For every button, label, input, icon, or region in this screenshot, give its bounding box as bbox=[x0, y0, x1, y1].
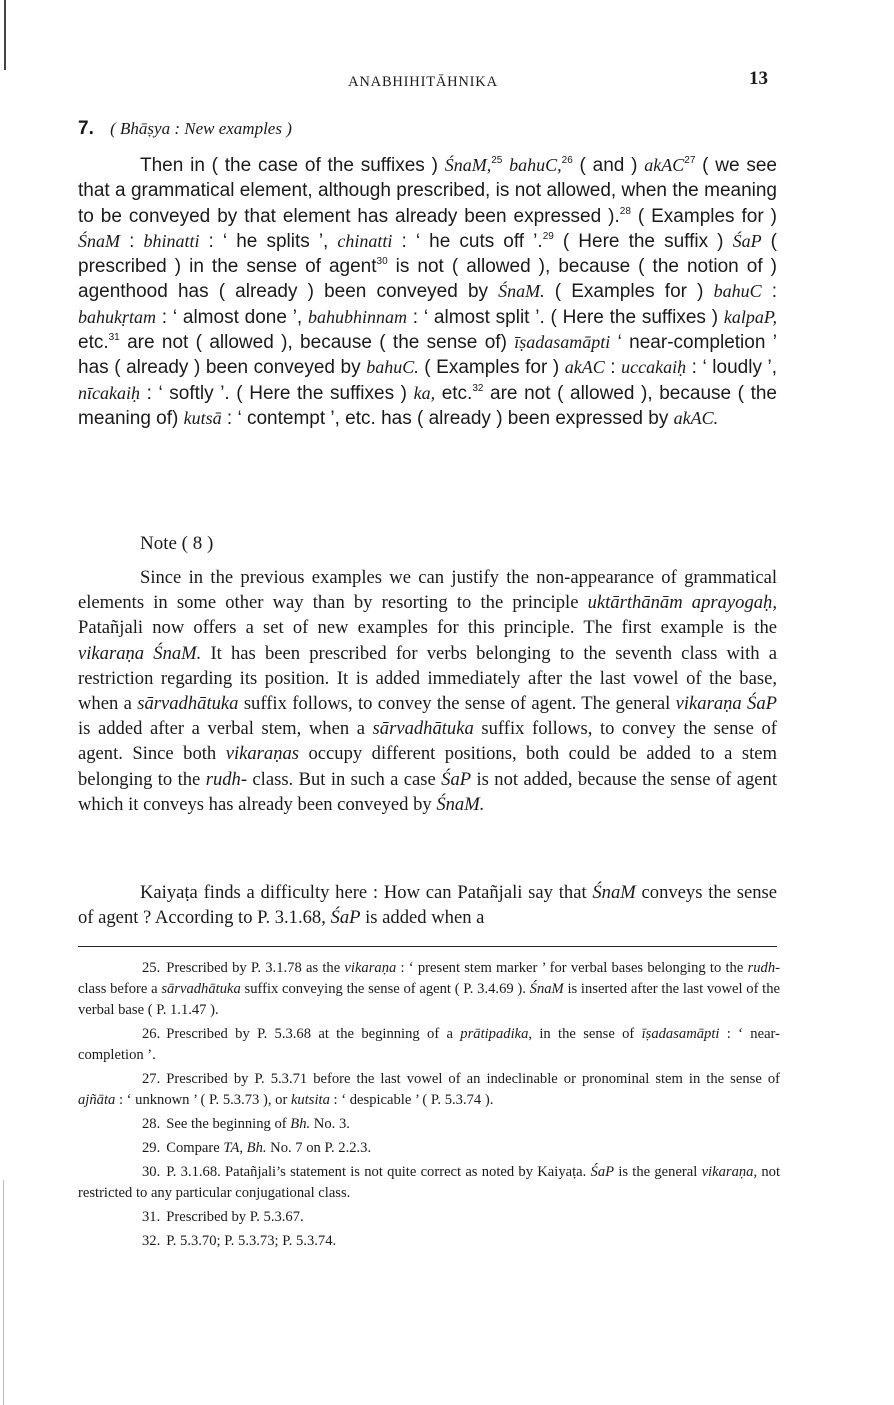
text-run: : ‘ loudly ’, bbox=[686, 357, 777, 379]
text-run: : ‘ almost done ’, bbox=[156, 306, 309, 328]
italic-term: vikaraṇa, bbox=[701, 1164, 758, 1180]
footnote-number: 27. bbox=[142, 1071, 161, 1087]
page-number: 13 bbox=[749, 68, 768, 89]
text-run: See the beginning of bbox=[166, 1116, 291, 1132]
footnote-ref: 28 bbox=[619, 205, 631, 217]
italic-term: rudh- bbox=[747, 960, 780, 976]
text-run: occupy different positions, both could be added to a stem belonging to the bbox=[78, 743, 777, 790]
text-run: : ‘ present stem marker ’ for verbal bases belonging to the bbox=[396, 960, 748, 976]
italic-term: Bh. bbox=[290, 1116, 311, 1132]
footnotes bbox=[78, 958, 780, 1255]
running-title: ANABHIHITĀHNIKA bbox=[348, 74, 498, 90]
italic-term: kalpaP, bbox=[723, 306, 778, 327]
footnote-ref: 27 bbox=[684, 155, 696, 166]
footnote-number: 31. bbox=[142, 1209, 161, 1225]
text-run: Since in the previous examples we can justify the non-appearance of grammatical elements in some other way than by resorting to the principle bbox=[78, 567, 777, 614]
italic-term: rudh- bbox=[205, 768, 248, 790]
italic-term: uktārthānām aprayogaḥ, bbox=[587, 592, 777, 614]
text-run: ( prescribed ) in the sense of agent bbox=[78, 230, 777, 278]
italic-term: uccakaiḥ bbox=[621, 357, 687, 378]
text-run: are not ( allowed ), because ( the meaning of) bbox=[78, 382, 777, 429]
text-run: Kaiyaṭa finds a difficulty here : How can Patañjali say that bbox=[140, 882, 593, 903]
italic-term: ŚaP bbox=[441, 768, 472, 790]
text-run: : ‘ almost split ’. ( Here the suffixes ) bbox=[407, 306, 724, 328]
footnote-ref: 25 bbox=[491, 155, 503, 166]
italic-term: TA, Bh. bbox=[223, 1140, 267, 1156]
scan-edge-shadow bbox=[3, 1180, 4, 1405]
text-run: class before a bbox=[78, 981, 162, 997]
text-run: : ‘ he splits ’, bbox=[199, 230, 338, 252]
italic-term: kutsita bbox=[290, 1092, 330, 1108]
italic-term: sārvadhātuka bbox=[137, 693, 239, 715]
text-run: : ‘ unknown ’ ( P. 5.3.73 ), or bbox=[115, 1092, 291, 1108]
italic-term: ŚnaM. bbox=[436, 793, 485, 815]
footnote-number: 25. bbox=[142, 960, 161, 976]
italic-term: vikaraṇa ŚaP bbox=[675, 693, 778, 715]
italic-term: ŚaP bbox=[330, 907, 361, 929]
text-run: : ‘ contempt ’, etc. has ( already ) been expressed by bbox=[221, 407, 674, 429]
italic-term: ŚaP bbox=[732, 230, 762, 251]
text-run: is added after a verbal stem, when a bbox=[78, 718, 373, 740]
footnote-number: 28. bbox=[142, 1116, 161, 1132]
text-run: : bbox=[761, 281, 777, 303]
section-title: ( Bhāṣya : New examples ) bbox=[110, 119, 292, 138]
text-run: : ‘ softly ’. ( Here the suffixes ) bbox=[139, 382, 414, 404]
text-run: is the general bbox=[614, 1164, 702, 1180]
text-run: Compare bbox=[166, 1140, 224, 1156]
text-run: Patañjali now offers a set of new examples for this principle. The first example is the bbox=[78, 617, 777, 639]
footnote-number: 29. bbox=[142, 1140, 161, 1156]
text-run: suffix conveying the sense of agent ( P. 3.4.69 ). bbox=[240, 981, 530, 997]
text-run: etc. bbox=[435, 382, 473, 404]
text-run: ( Examples for ) bbox=[418, 357, 565, 379]
italic-term: bahuC. bbox=[366, 357, 419, 378]
italic-term: vikaraṇas bbox=[225, 743, 300, 765]
footnote bbox=[78, 1024, 780, 1066]
footnote bbox=[78, 1114, 780, 1135]
italic-term: ŚnaM bbox=[592, 882, 636, 903]
italic-term: bahukṛtam bbox=[78, 306, 156, 327]
text-run: : ‘ despicable ’ ( P. 5.3.74 ). bbox=[329, 1092, 494, 1108]
italic-term: ŚnaM bbox=[529, 981, 564, 997]
text-run: No. 7 on P. 2.2.3. bbox=[266, 1140, 372, 1156]
section-number: 7. bbox=[78, 118, 94, 139]
text-run: Prescribed by P. 5.3.68 at the beginning of a bbox=[166, 1026, 461, 1042]
italic-term: nīcakaiḥ bbox=[78, 382, 140, 403]
italic-term: bahuC bbox=[713, 281, 762, 302]
text-run: : bbox=[604, 357, 622, 379]
footnote bbox=[78, 1162, 780, 1204]
note-heading: Note ( 8 ) bbox=[140, 533, 214, 554]
text-run: ( we see that a grammatical element, although prescribed, is not allowed, when the meaning to be conveyed by that element has already been expressed ). bbox=[78, 155, 777, 227]
italic-term: ŚnaM bbox=[78, 230, 120, 251]
footnote-rule bbox=[78, 946, 777, 947]
text-run: ‘ near-completion ’ has ( already ) been conveyed by bbox=[78, 332, 777, 379]
footnote-ref: 31 bbox=[108, 332, 120, 344]
text-run: class. But in such a case bbox=[247, 768, 442, 790]
text-run: Prescribed by P. 5.3.71 before the last vowel of an indeclinable or pronominal stem in the sense of bbox=[166, 1071, 780, 1087]
page-header bbox=[78, 68, 768, 94]
footnote-ref: 29 bbox=[542, 230, 554, 242]
footnote-ref: 30 bbox=[376, 256, 388, 268]
italic-term: ŚnaM. bbox=[498, 281, 545, 302]
text-run: conveys the sense of agent ? According to P. 3.1.68, bbox=[78, 882, 777, 929]
note-paragraph-1 bbox=[78, 565, 777, 817]
bhasya-translation bbox=[78, 153, 777, 431]
footnote bbox=[78, 958, 780, 1021]
text-run: : bbox=[120, 230, 144, 252]
text-run: Prescribed by P. 3.1.78 as the bbox=[166, 960, 345, 976]
text-run: is not added, because the sense of agent which it conveys has already been conveyed by bbox=[78, 768, 777, 815]
text-run: is inserted after the last vowel of the verbal base ( P. 1.1.47 ). bbox=[78, 981, 781, 1018]
text-run: is not ( allowed ), because ( the notion of ) agenthood has ( already ) been conveyed by bbox=[78, 256, 777, 303]
text-run: ( Examples for ) bbox=[544, 281, 714, 303]
italic-term: ka, bbox=[413, 382, 436, 403]
text-run: ( Examples for ) bbox=[630, 205, 777, 227]
italic-term: ajñāta bbox=[78, 1092, 116, 1108]
italic-term: bahuC, bbox=[509, 155, 562, 175]
text-run: P. 5.3.70; P. 5.3.73; P. 5.3.74. bbox=[166, 1233, 337, 1249]
italic-term: sārvadhātuka bbox=[372, 718, 474, 740]
italic-term: sārvadhātuka bbox=[161, 981, 241, 997]
text-run: is added when a bbox=[360, 907, 485, 929]
text-run: It has been prescribed for verbs belonging to the seventh class with a restriction regarding its position. It is added immediately after the last vowel of the base, when a bbox=[78, 642, 777, 715]
text-run: suffix follows, to convey the sense of agent. The general bbox=[238, 693, 676, 715]
italic-term: chinatti bbox=[337, 230, 393, 251]
footnote bbox=[78, 1207, 780, 1228]
italic-term: ŚaP bbox=[590, 1164, 615, 1180]
italic-term: īṣadasamāpti bbox=[514, 332, 611, 353]
italic-term: īṣadasamāpti bbox=[641, 1026, 720, 1042]
text-run: P. 3.1.68. Patañjali’s statement is not quite correct as noted by Kaiyaṭa. bbox=[166, 1164, 591, 1180]
footnote-ref: 32 bbox=[472, 382, 484, 394]
italic-term: vikaraṇa bbox=[344, 960, 397, 976]
text-run: No. 3. bbox=[310, 1116, 350, 1132]
text-run: : ‘ he cuts off ’. bbox=[392, 230, 543, 252]
scan-edge-mark bbox=[4, 0, 6, 70]
text-run: in the sense of bbox=[532, 1026, 642, 1042]
text-run: : ‘ near-completion ’. bbox=[78, 1026, 780, 1063]
note-paragraph-2 bbox=[78, 880, 777, 930]
italic-term: vikaraṇa ŚnaM. bbox=[78, 642, 202, 664]
footnote-number: 32. bbox=[142, 1233, 161, 1249]
italic-term: kutsā bbox=[183, 407, 222, 428]
footnote-number: 30. bbox=[142, 1164, 161, 1180]
text-run: ( and ) bbox=[572, 155, 645, 176]
footnote bbox=[78, 1138, 780, 1159]
italic-term: ŚnaM, bbox=[444, 155, 492, 175]
text-run: not restricted to any particular conjugational class. bbox=[78, 1164, 781, 1201]
italic-term: bhinatti bbox=[143, 230, 200, 251]
text-run: Then in ( the case of the suffixes ) bbox=[140, 155, 445, 176]
footnote bbox=[78, 1069, 780, 1111]
text-run: etc. bbox=[78, 332, 109, 354]
italic-term: bahubhinnam bbox=[308, 306, 408, 327]
italic-term: akAC bbox=[564, 357, 605, 378]
text-run: suffix follows, to convey the sense of agent. Since both bbox=[78, 718, 777, 765]
text-run: ( Here the suffix ) bbox=[553, 230, 733, 252]
footnote-ref: 26 bbox=[561, 155, 573, 166]
text-run: Prescribed by P. 5.3.67. bbox=[166, 1209, 304, 1225]
footnote-number: 26. bbox=[142, 1026, 161, 1042]
footnote bbox=[78, 1231, 780, 1252]
text-run: are not ( allowed ), because ( the sense of) bbox=[119, 332, 515, 354]
italic-term: akAC. bbox=[673, 407, 719, 428]
section-heading bbox=[78, 118, 292, 140]
italic-term: prātipadika, bbox=[460, 1026, 533, 1042]
italic-term: akAC bbox=[644, 155, 685, 175]
